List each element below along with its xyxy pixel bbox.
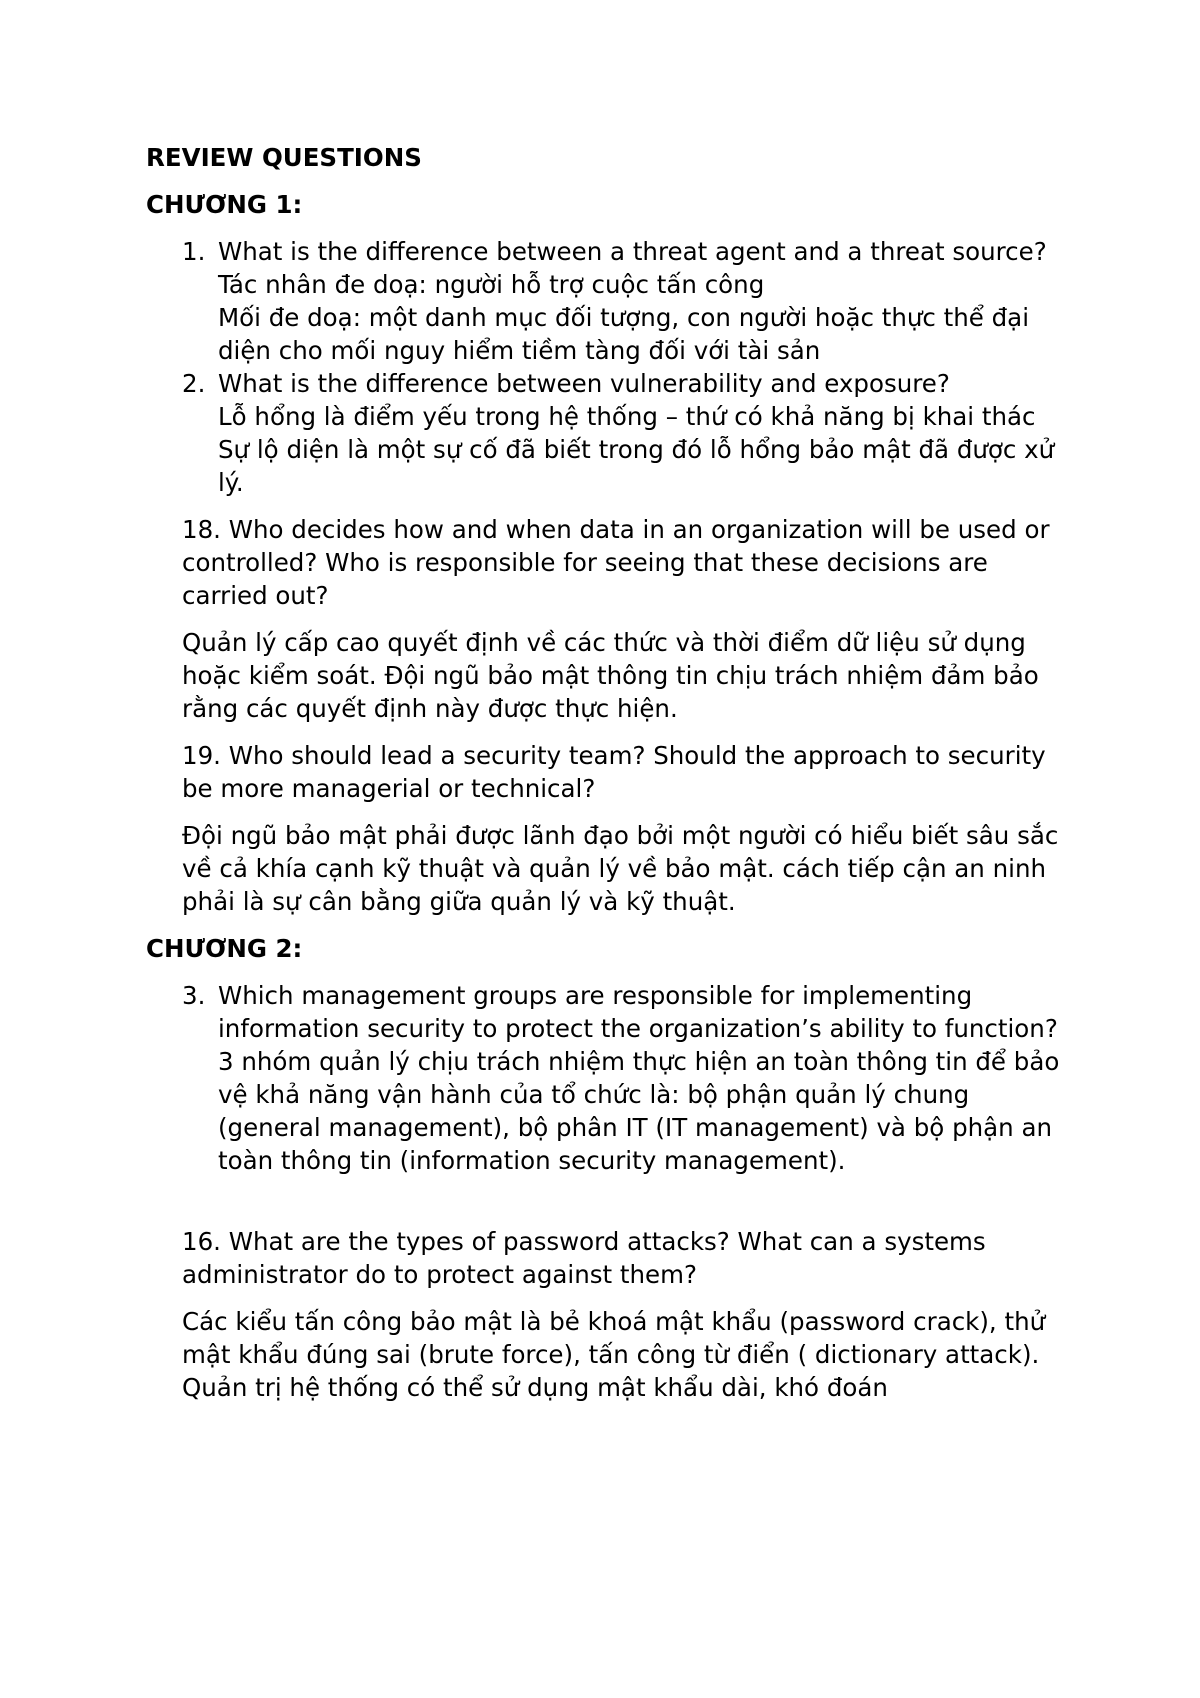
- question-18-block: [146, 513, 1060, 918]
- question-16-block: [146, 1225, 1060, 1404]
- list-item: [146, 367, 1060, 499]
- question-text: Which management groups are responsible for implementing information security to protect the organization’s ability to function?: [218, 981, 1058, 1043]
- question-text: What is the difference between a threat agent and a threat source?: [218, 237, 1047, 266]
- list-item-number: 3.: [182, 981, 206, 1010]
- chapter-2-question-list: [146, 979, 1060, 1177]
- list-item: [146, 979, 1060, 1177]
- answer-16-text: Các kiểu tấn công bảo mật là bẻ khoá mật khẩu (password crack), thử mật khẩu đúng sai (brute force), tấn công từ điển ( dictionary attack). Quản trị hệ thống có thể sử dụng mật khẩu dài, khó đoán: [182, 1307, 1046, 1402]
- list-item: [146, 235, 1060, 367]
- chapter-1-question-list: [146, 235, 1060, 499]
- document-title: REVIEW QUESTIONS: [146, 143, 422, 172]
- question-text: What is the difference between vulnerability and exposure?: [218, 369, 950, 398]
- question-18-text: 18. Who decides how and when data in an organization will be used or controlled? Who is responsible for seeing that these decisions are carried out?: [182, 515, 1050, 610]
- list-item-number: 2.: [182, 369, 206, 398]
- answer-19-text: Đội ngũ bảo mật phải được lãnh đạo bởi một người có hiểu biết sâu sắc về cả khía cạnh kỹ thuật và quản lý về bảo mật. cách tiếp cận an ninh phải là sự cân bằng giữa quản lý và kỹ thuật.: [182, 821, 1059, 916]
- chapter-2-heading: CHƯƠNG 2:: [146, 934, 303, 963]
- answer-text: Lỗ hổng là điểm yếu trong hệ thống – thứ có khả năng bị khai thác: [218, 402, 1036, 431]
- answer-text: 3 nhóm quản lý chịu trách nhiệm thực hiện an toàn thông tin để bảo vệ khả năng vận hành của tổ chức là: bộ phận quản lý chung (general management), bộ phân IT (IT management) và bộ phận an toàn thông tin (information security management).: [218, 1047, 1060, 1175]
- answer-text: Sự lộ diện là một sự cố đã biết trong đó lỗ hổng bảo mật đã được xử lý.: [218, 435, 1055, 497]
- chapter-1-heading: CHƯƠNG 1:: [146, 190, 303, 219]
- answer-text: Mối đe doạ: một danh mục đối tượng, con người hoặc thực thể đại diện cho mối nguy hiểm tiềm tàng đối với tài sản: [218, 303, 1030, 365]
- answer-text: Tác nhân đe doạ: người hỗ trợ cuộc tấn công: [218, 270, 765, 299]
- list-item-number: 1.: [182, 237, 206, 266]
- answer-18-text: Quản lý cấp cao quyết định về các thức và thời điểm dữ liệu sử dụng hoặc kiểm soát. Đội ngũ bảo mật thông tin chịu trách nhiệm đảm bảo rằng các quyết định này được thực hiện.: [182, 628, 1039, 723]
- question-16-text: 16. What are the types of password attacks? What can a systems administrator do to protect against them?: [182, 1227, 986, 1289]
- question-19-text: 19. Who should lead a security team? Should the approach to security be more managerial or technical?: [182, 741, 1046, 803]
